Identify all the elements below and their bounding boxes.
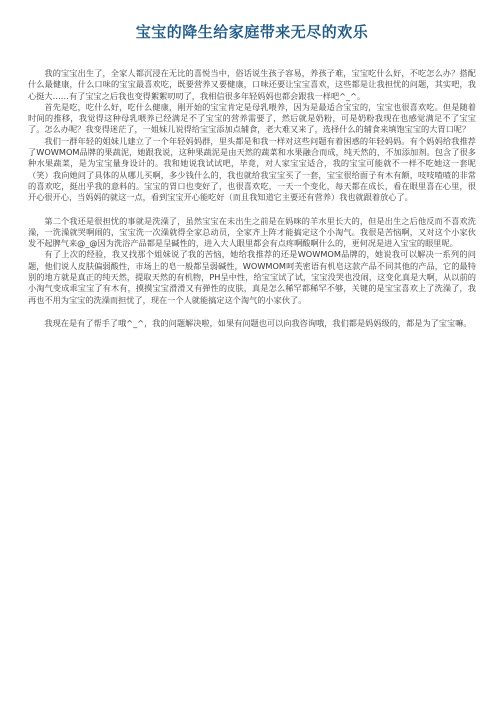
paragraph-intro: 我的宝宝出生了，全家人都沉浸在无比的喜悦当中，俗话说生孩子容易，养孩子难，宝宝吃什么好，不吃怎么办？搭配什么最健康，什么口味的宝宝最喜欢吃，既要营养又要健康，口味还要让宝宝喜欢，这些都是让我担忧的问题，其实吧，我心挺大……有了宝宝之后我也变得絮絮叨叨了，我相信很多年轻妈妈也都会跟我一样吧^_^。 [28,68,476,101]
article-title: 宝宝的降生给家庭带来无尽的欢乐 [135,23,369,41]
paragraph-bath: 第二个我还是很担忧的事就是洗澡了，虽然宝宝在未出生之前是在妈咪的羊水里长大的，但是出生之后他反而不喜欢洗澡，一洗澡就哭啊闹的，宝宝洗一次澡就得全家总动员，全家齐上阵才能搞定这个小淘气。我很是苦恼啊，又对这个小家伙发不起脾气来@_@因为洗浴产品都是呈碱性的，进入大人眼里都会有点疼啊酸啊什么的，更何况是进入宝宝的眼里呢。 [28,215,476,249]
paragraph-soap: 有了上次的经验，我又找那个姐妹说了我的苦恼，她给我推荐的还是WOWMOM品牌的，她说我可以解决一系列的问题，他们说人皮肤偏弱酸性，市场上的皂一般都呈弱碱性，WOWMOM呵芙密语有机皂这款产品不同其他的产品，它的最特别的地方就是真正的纯天然，提取天然的有机物，PH呈中性，给宝宝试了试，宝宝没哭也没闹，这变化真是大啊，从以前的小淘气变成乖宝宝了有木有，摸摸宝宝滑滑又有弹性的皮肤，真是怎么稀罕都稀罕不够，关键的是宝宝喜欢上了洗澡了，我再也不用为宝宝的洗澡而担忧了，现在一个人就能搞定这个淘气的小家伙了。 [28,249,476,305]
paragraph-food: 首先是吃，吃什么好，吃什么健康，刚开始的宝宝肯定是母乳喂养，因为是最适合宝宝的，宝宝也很喜欢吃。但是随着时间的推移，我觉得这种母乳喂养已经满足不了宝宝的营养需要了，然后就是奶粉，可是奶粉我现在也感觉满足不了宝宝了。怎么办呢？我变得迷茫了，一姐妹儿说得给宝宝添加点辅食，老大难又来了，选择什么的辅食来填饱宝宝的大胃口呢？ [28,101,476,135]
paragraph-closing: 我现在是有了帮手了哦^_^，我的问题解决啦，如果有问题也可以向我咨询哦，我们都是妈妈级的，都是为了宝宝嘛。 [44,317,472,328]
paragraph-mom-group: 我们一群年轻的姐妹儿建立了一个年轻妈妈群，里头都是和我一样对这些问题有着困惑的年轻妈妈。有个妈妈给我推荐了WOWMOM品牌的果蔬泥，她跟我说，这种果蔬泥是由天然的蔬菜和水果融合而成，纯天然的，不加添加剂。包含了很多种水果蔬菜，是为宝宝量身设计的。我和她说我试试吧，毕竟，对人家宝宝适合，我的宝宝可能就不一样不吃她这一套呢（笑）我向她问了具体的从哪儿买啊，多少钱什么的，我也就给我宝宝买了一套，宝宝很给面子有木有额，吱吱喳喳的非常的喜欢吃，挺出乎我的意料的。宝宝的胃口也变好了，也很喜欢吃，一天一个变化，每天都在成长，看在眼里喜在心里，很开心很开心，当妈妈的就这一点，看到宝宝开心能吃好（而且我知道它主要还有营养）我也就跟着放心了。 [28,135,476,203]
paragraph-gap [28,306,476,318]
paragraph-gap [28,204,476,216]
